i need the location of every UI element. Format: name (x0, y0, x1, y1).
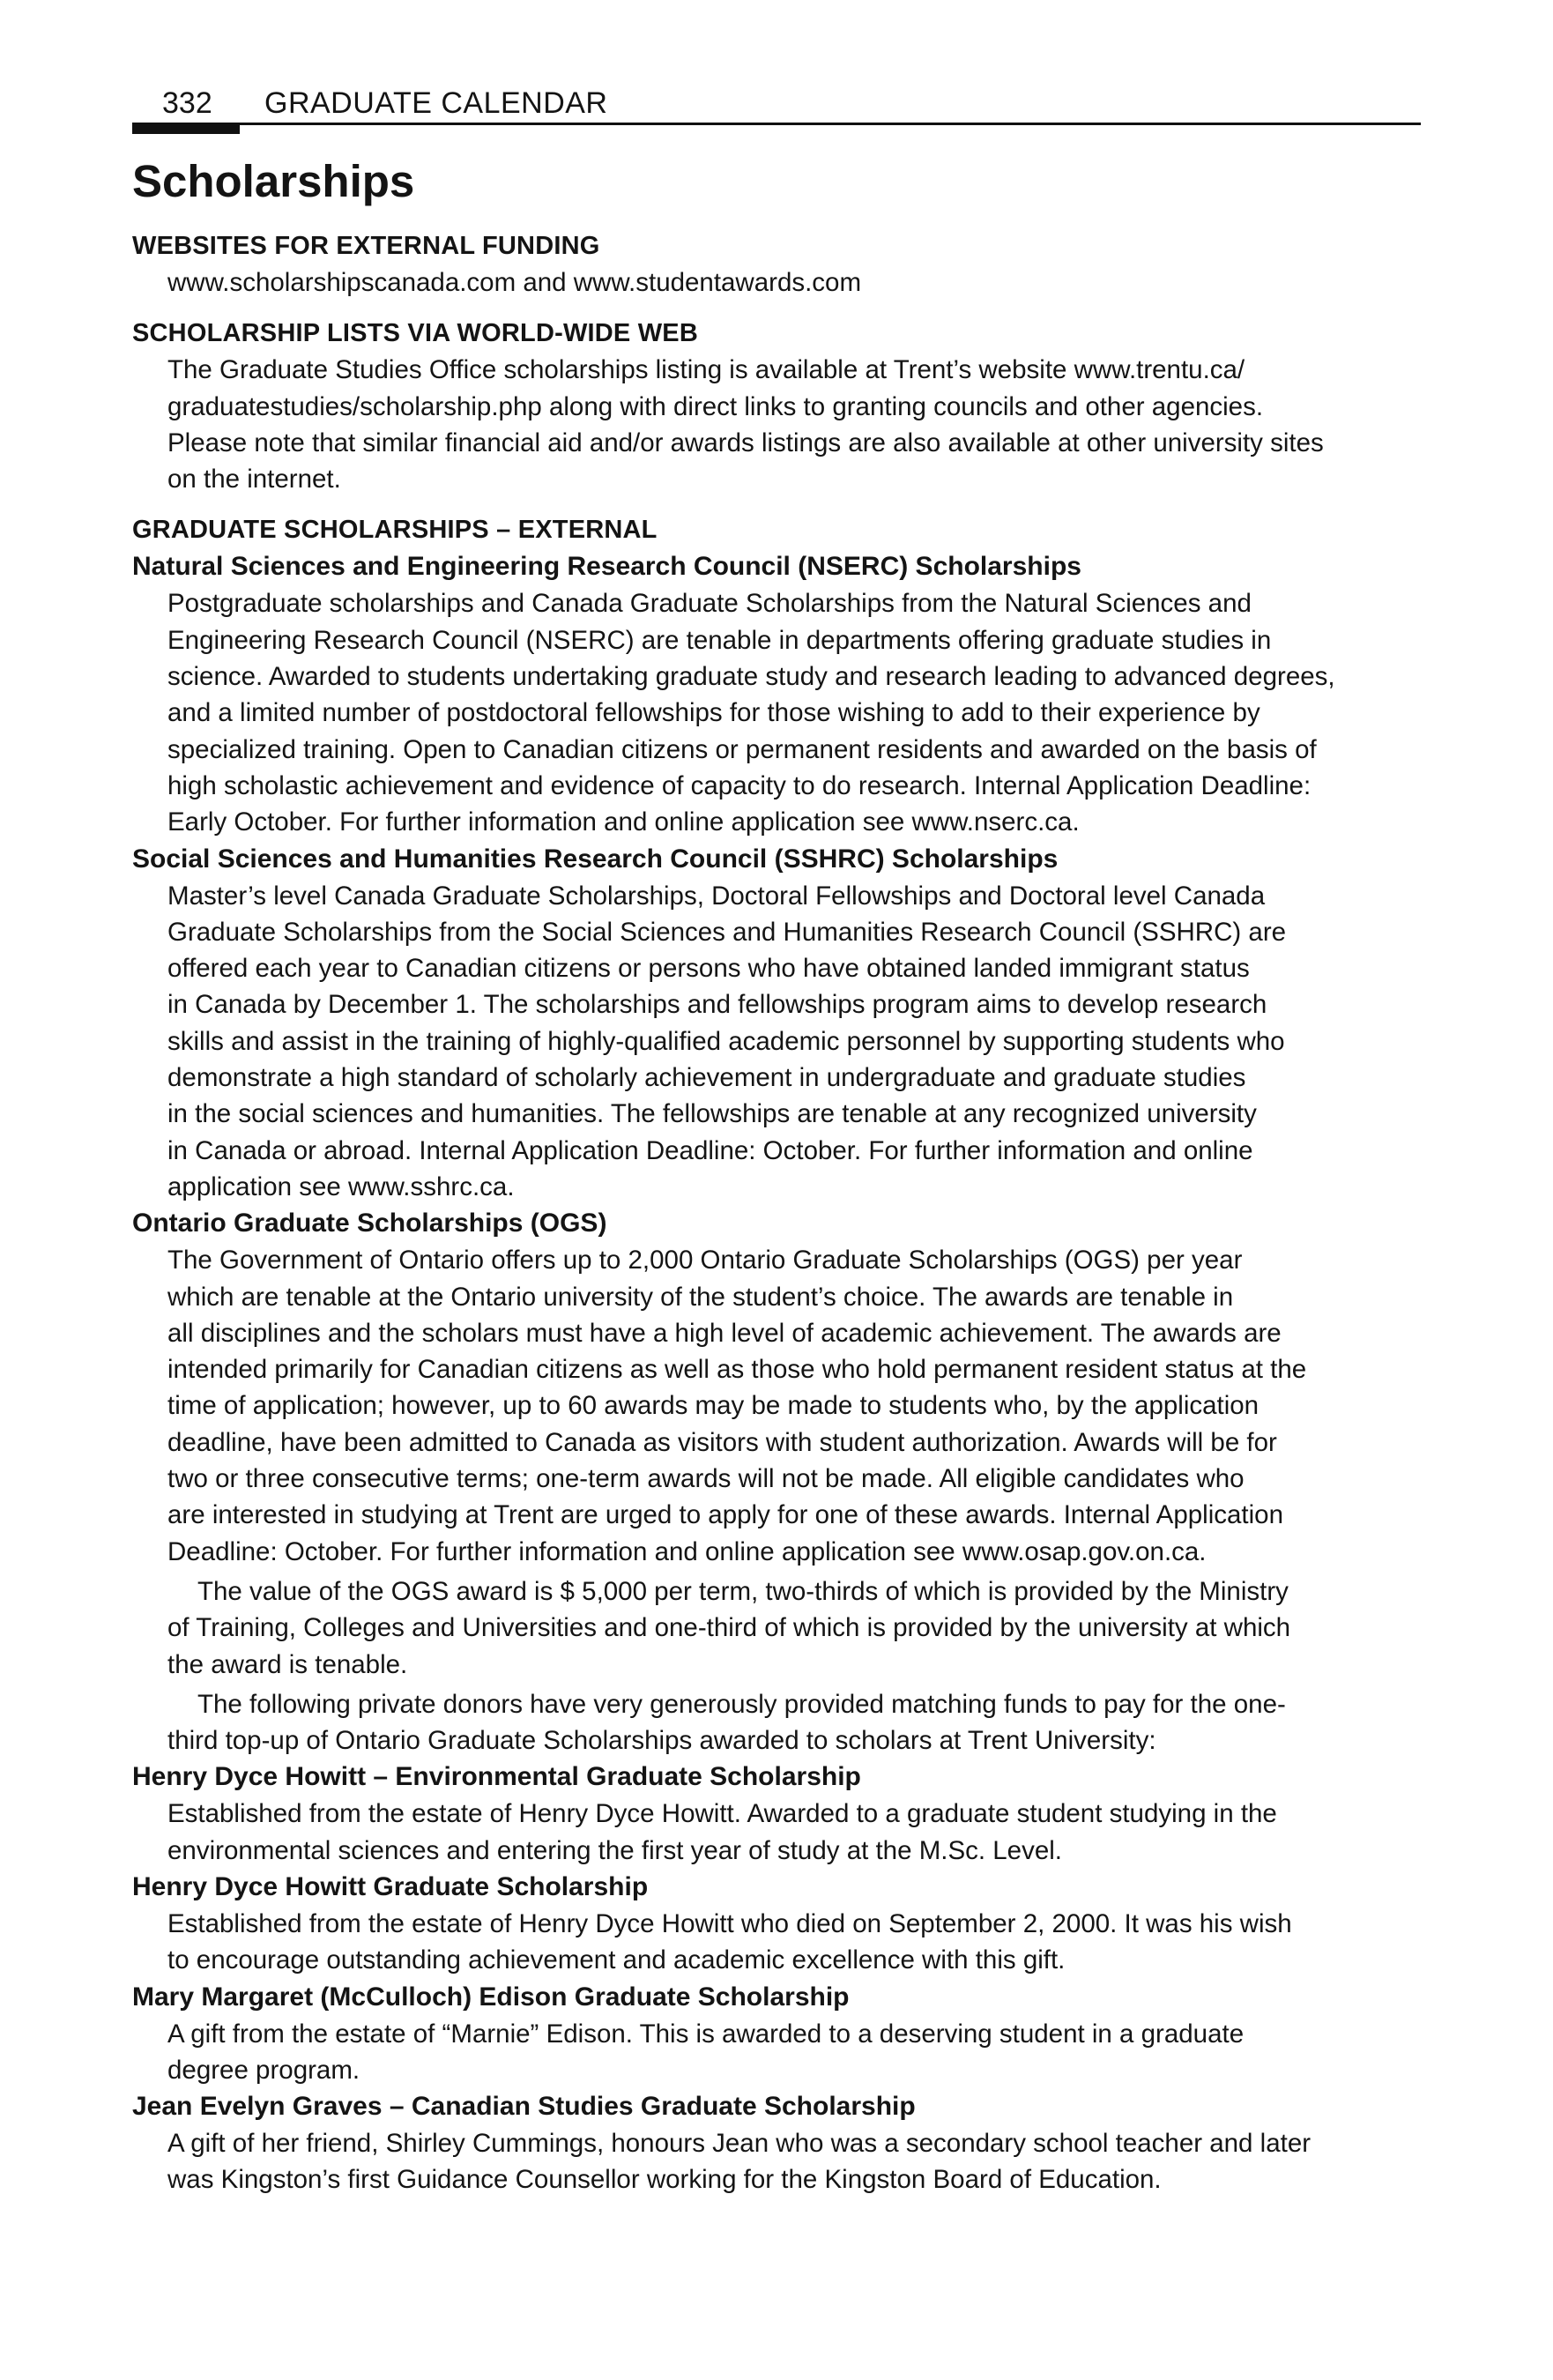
text-line: The Graduate Studies Office scholarships listing is available at Trent’s website www.trentu.ca/ (167, 355, 1245, 385)
text-line: Master’s level Canada Graduate Scholarships, Doctoral Fellowships and Doctoral level Canada (167, 881, 1266, 911)
section-heading-websites: WEBSITES FOR EXTERNAL FUNDING (132, 232, 600, 260)
text-line: The value of the OGS award is $ 5,000 per term, two-thirds of which is provided by the Ministry (197, 1576, 1289, 1606)
text-line: demonstrate a high standard of scholarly achievement in undergraduate and graduate studies (167, 1063, 1246, 1093)
text-line: Established from the estate of Henry Dyce Howitt who died on September 2, 2000. It was his wish (167, 1908, 1292, 1938)
text-line: Please note that similar financial aid and/or awards listings are also available at other university sites (167, 428, 1324, 457)
text-line: Engineering Research Council (NSERC) are tenable in departments offering graduate studies in (167, 625, 1272, 655)
nserc-paragraph (132, 585, 1421, 840)
text-line: all disciplines and the scholars must have a high level of academic achievement. The awards are (167, 1318, 1282, 1348)
text-line: Established from the estate of Henry Dyce Howitt. Awarded to a graduate student studying in the (167, 1799, 1277, 1829)
text-line: the award is tenable. (167, 1649, 408, 1679)
howitt-grad-heading: Henry Dyce Howitt Graduate Scholarship (132, 1871, 649, 1901)
text-line: Graduate Scholarships from the Social Sciences and Humanities Research Council (SSHRC) are (167, 917, 1287, 947)
sshrc-heading: Social Sciences and Humanities Research Council (SSHRC) Scholarships (132, 844, 1059, 874)
text-line: Deadline: October. For further information and online application see www.osap.gov.on.ca. (167, 1536, 1207, 1566)
text-line: The following private donors have very generously provided matching funds to pay for the one- (197, 1689, 1286, 1719)
text-line: specialized training. Open to Canadian citizens or permanent residents and awarded on the basis of (167, 734, 1317, 764)
text-line: in Canada or abroad. Internal Application Deadline: October. For further information and online (167, 1135, 1253, 1165)
header-rule (132, 123, 1421, 125)
text-line: The Government of Ontario offers up to 2,000 Ontario Graduate Scholarships (OGS) per year (167, 1246, 1243, 1276)
page-number: 332 (162, 86, 212, 120)
text-line: of Training, Colleges and Universities and one-third of which is provided by the university at which (167, 1613, 1291, 1643)
graves-paragraph (132, 2125, 1421, 2198)
text-line: application see www.sshrc.ca. (167, 1171, 515, 1201)
text-line: two or three consecutive terms; one-term awards will not be made. All eligible candidates who (167, 1464, 1245, 1494)
sshrc-paragraph (132, 878, 1421, 1206)
text-line: science. Awarded to students undertaking graduate study and research leading to advanced degrees, (167, 662, 1335, 692)
text-line: high scholastic achievement and evidence of capacity to do research. Internal Application Deadline: (167, 770, 1312, 800)
text-line: A gift of her friend, Shirley Cummings, honours Jean who was a secondary school teacher and later (167, 2129, 1312, 2159)
text-line: time of application; however, up to 60 awards may be made to students who, by the application (167, 1391, 1259, 1421)
ogs-heading: Ontario Graduate Scholarships (OGS) (132, 1209, 607, 1238)
text-line: deadline, have been admitted to Canada as visitors with student authorization. Awards will be for (167, 1427, 1277, 1457)
text-line: to encourage outstanding achievement and academic excellence with this gift. (167, 1945, 1066, 1975)
text-line: A gift from the estate of “Marnie” Edison. This is awarded to a deserving student in a graduate (167, 2019, 1245, 2049)
text-line: Postgraduate scholarships and Canada Graduate Scholarships from the Natural Sciences and (167, 589, 1252, 619)
spacer (132, 301, 1421, 315)
section-heading-lists: SCHOLARSHIP LISTS VIA WORLD-WIDE WEB (132, 319, 698, 348)
text-line: skills and assist in the training of highly-qualified academic personnel by supporting students who (167, 1026, 1285, 1056)
section-heading-external: GRADUATE SCHOLARSHIPS – EXTERNAL (132, 516, 658, 545)
text-line: offered each year to Canadian citizens or persons who have obtained landed immigrant status (167, 954, 1250, 984)
text-line: graduatestudies/scholarship.php along with direct links to granting councils and other agencies. (167, 391, 1264, 421)
websites-text: www.scholarshipscanada.com and www.studentawards.com (167, 268, 862, 297)
howitt-grad-paragraph (132, 1906, 1421, 1979)
spacer (132, 497, 1421, 511)
edison-paragraph (132, 2016, 1421, 2089)
lists-paragraph (132, 352, 1421, 497)
text-line: environmental sciences and entering the first year of study at the M.Sc. Level. (167, 1835, 1062, 1865)
text-line: on the internet. (167, 465, 341, 495)
text-line: intended primarily for Canadian citizens as well as those who hold permanent resident status at the (167, 1355, 1307, 1385)
ogs-value-paragraph (132, 1573, 1421, 1683)
text-line: in Canada by December 1. The scholarships and fellowships program aims to develop research (167, 990, 1267, 1020)
text-line: was Kingston’s first Guidance Counsellor working for the Kingston Board of Education. (167, 2165, 1162, 2195)
document-body (132, 227, 1421, 2198)
text-line: and a limited number of postdoctoral fellowships for those wishing to add to their experience by (167, 698, 1260, 728)
ogs-paragraph (132, 1242, 1421, 1570)
edison-heading: Mary Margaret (McCulloch) Edison Graduate Scholarship (132, 1982, 850, 2012)
howitt-env-paragraph (132, 1796, 1421, 1869)
ogs-donors-paragraph (132, 1686, 1421, 1759)
header-rule-block (132, 123, 240, 134)
graves-heading: Jean Evelyn Graves – Canadian Studies Graduate Scholarship (132, 2092, 916, 2122)
howitt-env-heading: Henry Dyce Howitt – Environmental Graduate Scholarship (132, 1762, 861, 1792)
text-line: third top-up of Ontario Graduate Scholarships awarded to scholars at Trent University: (167, 1726, 1156, 1756)
text-line: which are tenable at the Ontario university of the student’s choice. The awards are tenable in (167, 1282, 1234, 1312)
nserc-heading: Natural Sciences and Engineering Research Council (NSERC) Scholarships (132, 552, 1081, 582)
text-line: in the social sciences and humanities. The fellowships are tenable at any recognized university (167, 1099, 1257, 1129)
text-line: are interested in studying at Trent are urged to apply for one of these awards. Internal Application (167, 1500, 1283, 1530)
running-header (132, 83, 1421, 123)
text-line: Early October. For further information and online application see www.nserc.ca. (167, 807, 1080, 837)
running-title: GRADUATE CALENDAR (264, 86, 608, 120)
text-line: degree program. (167, 2055, 360, 2085)
page-title: Scholarships (132, 156, 415, 206)
